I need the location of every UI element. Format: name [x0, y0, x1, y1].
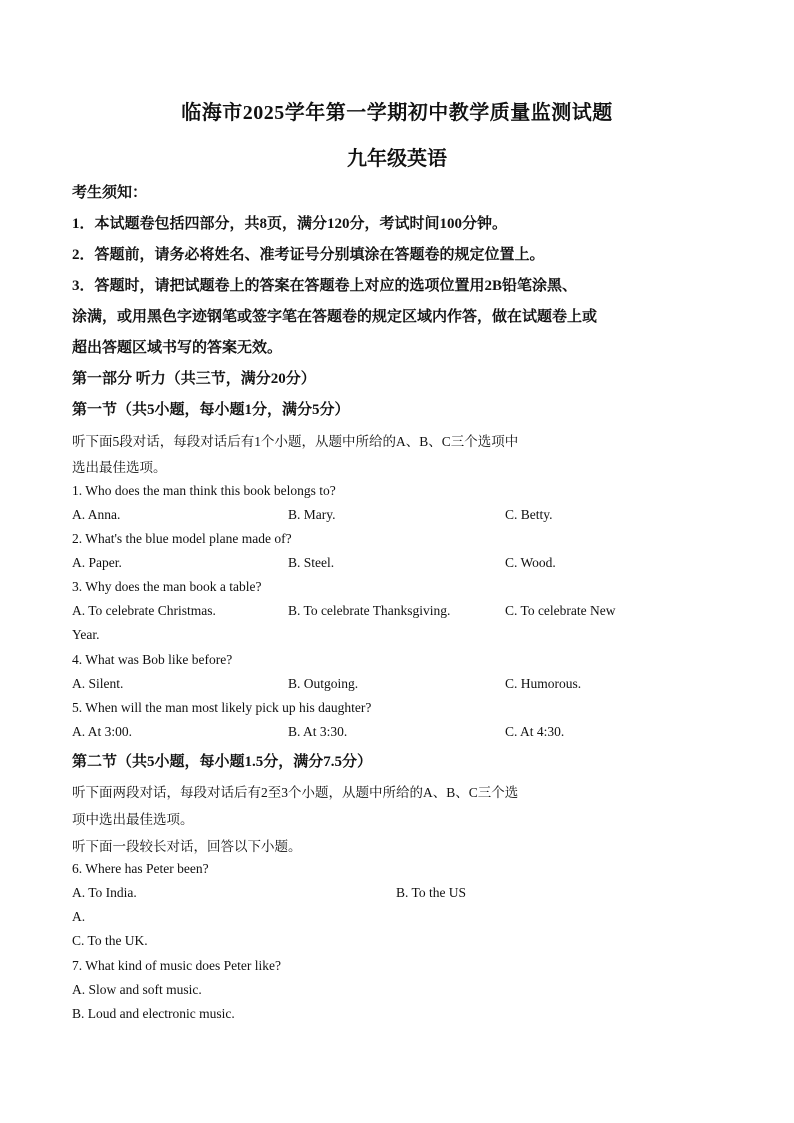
question-6: 6. Where has Peter been? [72, 861, 209, 876]
section1-instruction-line-2: 选出最佳选项。 [72, 460, 167, 475]
question-5-option-c: C. At 4:30. [505, 724, 565, 739]
question-4: 4. What was Bob like before? [72, 652, 233, 667]
question-1-option-a: A. Anna. [72, 507, 121, 522]
notice-item-2: 2．答题前，请务必将姓名、准考证号分别填涂在答题卷的规定位置上。 [72, 247, 545, 263]
part1-heading: 第一部分 听力（共三节，满分20分） [72, 371, 316, 387]
notice-item-3-line-3: 超出答题区域书写的答案无效。 [72, 340, 283, 356]
question-1-option-b: B. Mary. [288, 507, 336, 522]
page-title: 临海市2025学年第一学期初中教学质量监测试题 [181, 102, 613, 124]
question-3-option-c: C. To celebrate New [505, 603, 616, 618]
question-4-option-b: B. Outgoing. [288, 676, 359, 691]
question-3-option-b: B. To celebrate Thanksgiving. [288, 603, 451, 618]
question-5: 5. When will the man most likely pick up his daughter? [72, 700, 372, 715]
question-5-option-b: B. At 3:30. [288, 724, 348, 739]
section1-instruction-line-1: 听下面5段对话，每段对话后有1个小题，从题中所给的A、B、C三个选项中 [72, 434, 519, 449]
notice-item-3-line-1: 3．答题时，请把试题卷上的答案在答题卷上对应的选项位置用2B铅笔涂黑、 [72, 278, 578, 294]
question-6-option-c: C. To the UK. [72, 933, 148, 948]
question-3-option-c-continued: Year. [72, 627, 100, 642]
question-2-option-c: C. Wood. [505, 555, 556, 570]
section2-instruction-line-2: 项中选出最佳选项。 [72, 812, 194, 827]
question-2: 2. What's the blue model plane made of? [72, 531, 292, 546]
section2-sub-instruction: 听下面一段较长对话，回答以下小题。 [72, 839, 302, 854]
question-4-option-c: C. Humorous. [505, 676, 582, 691]
section1-heading: 第一节（共5小题，每小题1分，满分5分） [72, 402, 350, 418]
notice-item-1: 1．本试题卷包括四部分，共8页，满分120分，考试时间100分钟。 [72, 216, 508, 232]
question-1: 1. Who does the man think this book belongs to? [72, 483, 336, 498]
question-4-option-a: A. Silent. [72, 676, 124, 691]
question-2-option-a: A. Paper. [72, 555, 122, 570]
question-5-option-a: A. At 3:00. [72, 724, 133, 739]
question-6-option-b: B. To the US [396, 885, 467, 900]
page-subtitle: 九年级英语 [347, 148, 447, 170]
question-3-option-a: A. To celebrate Christmas. [72, 603, 216, 618]
question-7: 7. What kind of music does Peter like? [72, 958, 281, 973]
question-6-option-a: A. To India. [72, 885, 137, 900]
question-2-option-b: B. Steel. [288, 555, 335, 570]
section2-heading: 第二节（共5小题，每小题1.5分，满分7.5分） [72, 754, 373, 770]
question-1-option-c: C. Betty. [505, 507, 553, 522]
notice-item-3-line-2: 涂满，或用黑色字迹钢笔或签字笔在答题卷的规定区域内作答，做在试题卷上或 [72, 309, 598, 325]
notice-heading: 考生须知： [72, 185, 148, 201]
question-6-option-b-continued: A. [72, 909, 86, 924]
question-7-option-b: B. Loud and electronic music. [72, 1006, 235, 1021]
question-7-option-a: A. Slow and soft music. [72, 982, 202, 997]
question-3: 3. Why does the man book a table? [72, 579, 262, 594]
section2-instruction-line-1: 听下面两段对话，每段对话后有2至3个小题，从题中所给的A、B、C三个选 [72, 785, 519, 800]
